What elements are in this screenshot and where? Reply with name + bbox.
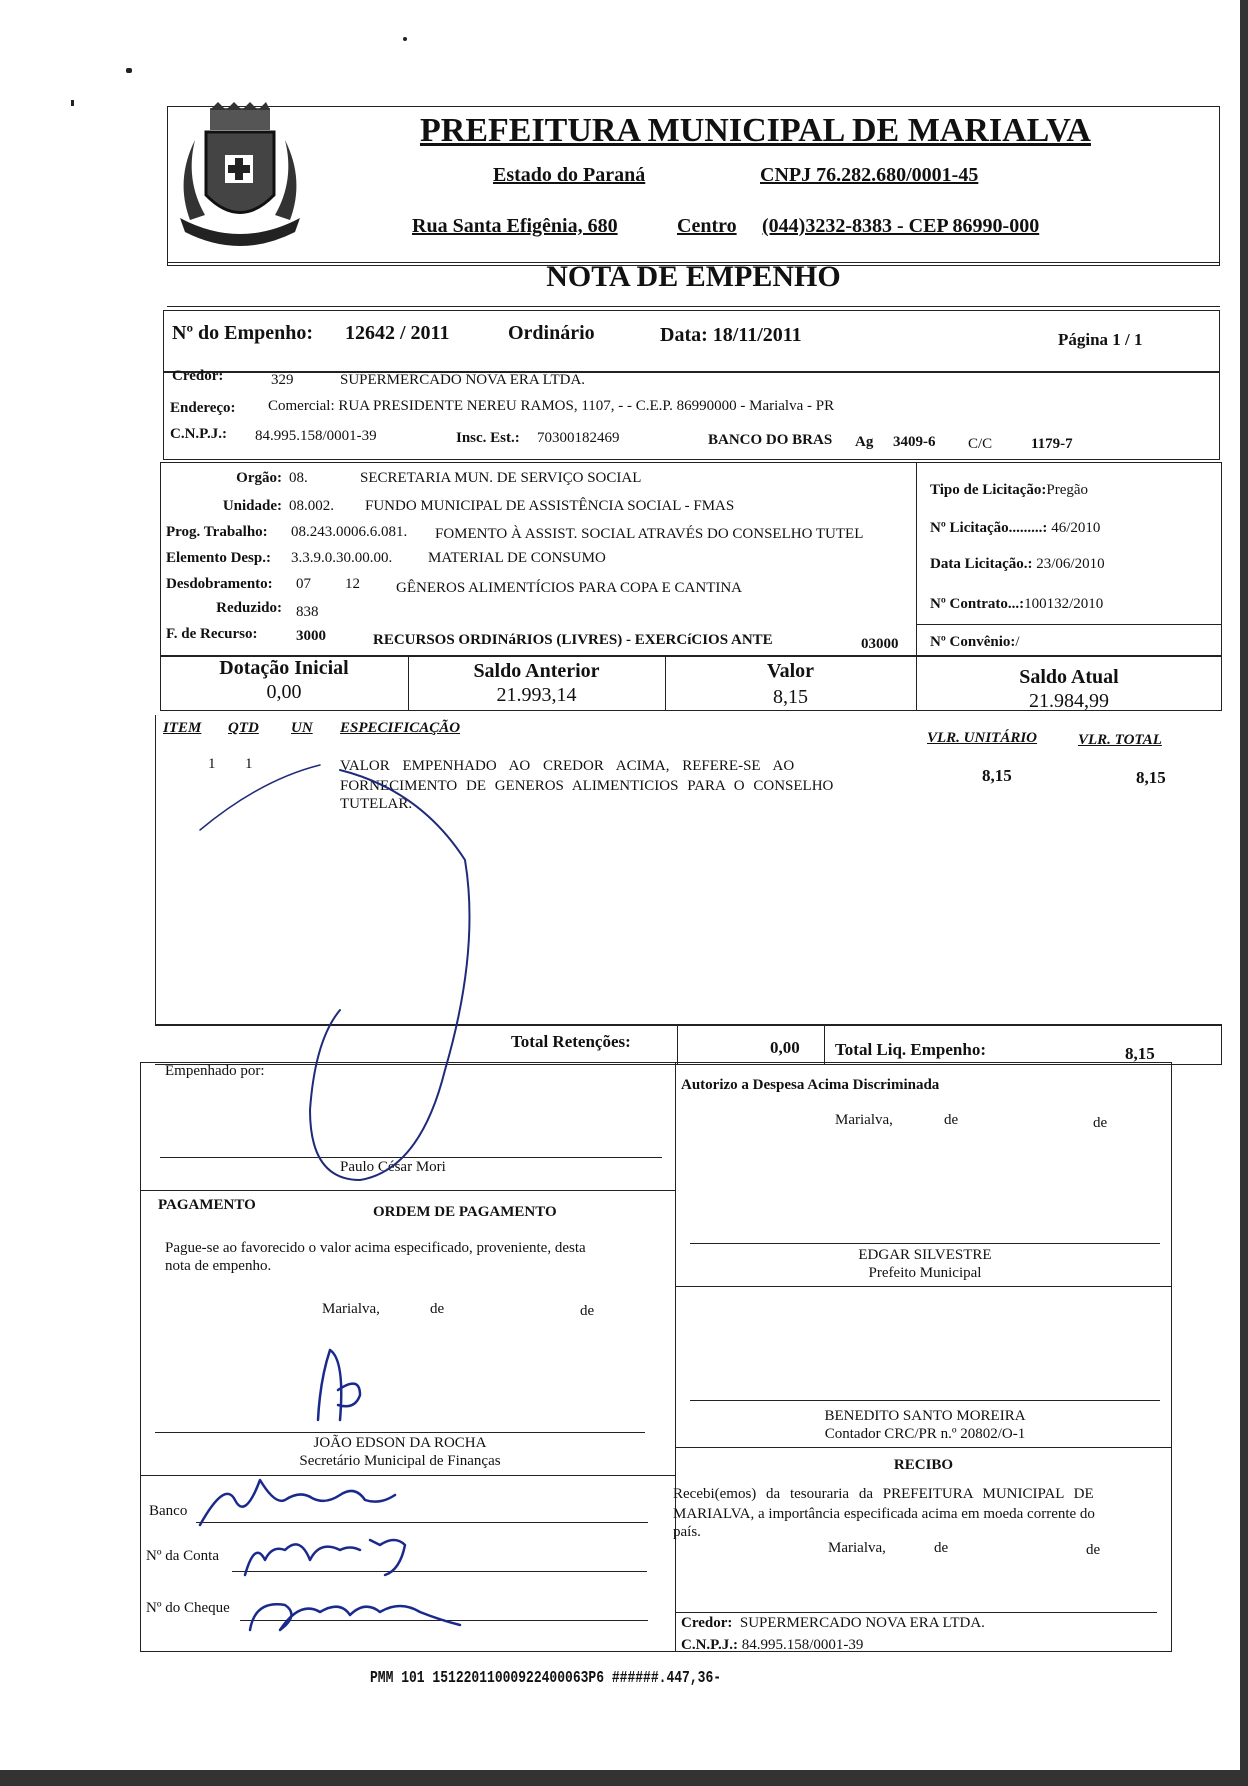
desd-desc: GÊNEROS ALIMENTÍCIOS PARA COPA E CANTINA (396, 580, 743, 596)
header-district: Centro (677, 215, 737, 237)
empenho-page: Página 1 / 1 (1058, 330, 1143, 349)
pagamento-de-2: de (580, 1303, 595, 1319)
fonte-code2: 03000 (861, 636, 899, 652)
scan-speck (403, 37, 407, 41)
licitacao-num-label: Nº Licitação.........: 46/2010 (930, 520, 1101, 536)
pagamento-place: Marialva, (322, 1301, 380, 1317)
recibo-title: RECIBO (893, 1457, 954, 1473)
item-total-value: 8,15 (1136, 768, 1166, 787)
credor-address-label: Endereço: (170, 400, 236, 416)
credor-name: SUPERMERCADO NOVA ERA LTDA. (340, 372, 586, 388)
empenho-number-label: Nº do Empenho: (172, 322, 314, 344)
fonte-desc: RECURSOS ORDINáRIOS (LIVRES) - EXERCíCIOS ANTE (373, 632, 773, 648)
orgao-label: Orgão: (236, 470, 282, 486)
prog-code: 08.243.0006.6.081. (291, 524, 408, 540)
credor-insc: 70300182469 (537, 430, 620, 446)
unidade-desc: FUNDO MUNICIPAL DE ASSISTÊNCIA SOCIAL - FMAS (365, 498, 735, 514)
unidade-code: 08.002. (289, 498, 334, 514)
credor-label: Credor: (172, 368, 224, 384)
recibo-cnpj: C.N.P.J.: 84.995.158/0001-39 (681, 1637, 864, 1653)
conta-label: Nº da Conta (146, 1548, 219, 1564)
recibo-de-1: de (934, 1540, 949, 1556)
header-title: PREFEITURA MUNICIPAL DE MARIALVA (420, 112, 1091, 149)
prog-desc: FOMENTO À ASSIST. SOCIAL ATRAVÉS DO CONSELHO TUTEL (435, 526, 864, 542)
autorizo-name: EDGAR SILVESTRE (858, 1247, 992, 1263)
licitacao-convenio-label: Nº Convênio:/ (930, 634, 1020, 650)
recibo-place: Marialva, (828, 1540, 886, 1556)
total-retencoes-label: Total Retenções: (511, 1032, 631, 1051)
item-spec-line-1: VALOR EMPENHADO AO CREDOR ACIMA, REFERE-SE AO (340, 758, 795, 774)
desd-code: 07 (296, 576, 311, 592)
item-spec-line-2: FORNECIMENTO DE GENEROS ALIMENTICIOS PARA O CONSELHO (340, 778, 834, 794)
cheque-label: Nº do Cheque (146, 1600, 230, 1616)
pagamento-text-2: nota de empenho. (165, 1258, 272, 1274)
items-header-item: ITEM (163, 720, 202, 736)
recibo-credor: Credor: SUPERMERCADO NOVA ERA LTDA. (681, 1615, 985, 1631)
credor-ag-label: Ag (855, 434, 874, 450)
recibo-text-3: país. (673, 1524, 701, 1540)
reduzido-label: Reduzido: (216, 600, 282, 616)
contador-name: BENEDITO SANTO MOREIRA (824, 1408, 1026, 1424)
elem-code: 3.3.9.0.30.00.00. (291, 550, 393, 566)
total-liq-label: Total Liq. Empenho: (835, 1040, 986, 1059)
saldo-atual-label: Saldo Atual (1019, 666, 1119, 688)
credor-ag: 3409-6 (893, 434, 936, 450)
credor-cnpj: 84.995.158/0001-39 (255, 428, 377, 444)
licitacao-contrato-label: Nº Contrato...:100132/2010 (930, 596, 1104, 612)
header-state: Estado do Paraná (493, 164, 646, 186)
pagamento-role: Secretário Municipal de Finanças (299, 1453, 501, 1469)
fonte-label: F. de Recurso: (166, 626, 258, 642)
valor-label: Valor (766, 660, 815, 682)
item-unit-value: 8,15 (982, 766, 1012, 785)
orgao-desc: SECRETARIA MUN. DE SERVIÇO SOCIAL (360, 470, 642, 486)
credor-address: Comercial: RUA PRESIDENTE NEREU RAMOS, 1107, - - C.E.P. 86990000 - Marialva - PR (268, 398, 835, 414)
doc-title: NOTA DE EMPENHO (546, 260, 841, 293)
empenho-date: Data: 18/11/2011 (660, 324, 802, 346)
total-retencoes-value: 0,00 (770, 1038, 800, 1057)
valor-value: 8,15 (773, 686, 808, 708)
recibo-text-2: MARIALVA, a importância especificada acima em moeda corrente do (673, 1506, 1095, 1522)
pagamento-label: PAGAMENTO (158, 1197, 256, 1213)
autorizo-role: Prefeito Municipal (868, 1265, 982, 1281)
banco-label: Banco (149, 1503, 188, 1519)
autorizo-title: Autorizo a Despesa Acima Discriminada (681, 1077, 940, 1093)
prog-label: Prog. Trabalho: (166, 524, 268, 540)
pagamento-title: ORDEM DE PAGAMENTO (373, 1204, 557, 1220)
items-header-un: UN (291, 720, 313, 736)
items-header-qtd: QTD (228, 720, 259, 736)
saldo-atual-value: 21.984,99 (1029, 690, 1109, 712)
item-qtd: 1 (245, 756, 253, 772)
scan-edge (0, 1770, 1248, 1786)
items-header-spec: ESPECIFICAÇÃO (340, 720, 461, 736)
item-spec-line-3: TUTELAR. (340, 796, 413, 812)
saldo-anterior-label: Saldo Anterior (473, 660, 600, 682)
scan-edge (1240, 0, 1248, 1786)
header-address: Rua Santa Efigênia, 680 (412, 215, 618, 237)
header-phone-cep: (044)3232-8383 - CEP 86990-000 (762, 215, 1040, 237)
item-number: 1 (208, 756, 216, 772)
footer-code: PMM 101 15122011000922400063P6 ######.447,36- (370, 1667, 722, 1688)
unidade-label: Unidade: (222, 498, 282, 514)
recibo-de-2: de (1086, 1542, 1101, 1558)
licitacao-tipo-label: Tipo de Licitação:Pregão (930, 482, 1089, 498)
desd-label: Desdobramento: (166, 576, 273, 592)
pagamento-de-1: de (430, 1301, 445, 1317)
credor-insc-label: Insc. Est.: (456, 430, 520, 446)
header-cnpj: CNPJ 76.282.680/0001-45 (760, 164, 979, 186)
signature-icon (318, 1350, 360, 1420)
desd-sub: 12 (345, 576, 360, 592)
fonte-code: 3000 (296, 628, 326, 644)
scan-speck (126, 68, 132, 73)
licitacao-data-label: Data Licitação.: 23/06/2010 (930, 556, 1105, 572)
credor-cc-label: C/C (968, 436, 993, 452)
autorizo-de-1: de (944, 1112, 959, 1128)
credor-cnpj-label: C.N.P.J.: (170, 426, 227, 442)
dotacao-label: Dotação Inicial (219, 657, 349, 679)
empenho-type: Ordinário (508, 322, 595, 344)
empenho-number: 12642 / 2011 (345, 322, 450, 344)
credor-cc: 1179-7 (1031, 436, 1073, 452)
items-header-vlr-unit: VLR. UNITÁRIO (927, 730, 1038, 746)
empenhado-label: Empenhado por: (165, 1063, 265, 1079)
autorizo-de-2: de (1093, 1115, 1108, 1131)
dotacao-value: 0,00 (266, 681, 302, 703)
autorizo-place: Marialva, (835, 1112, 893, 1128)
credor-code: 329 (271, 372, 294, 388)
recibo-text-1: Recebi(emos) da tesouraria da PREFEITURA MUNICIPAL DE (673, 1486, 1094, 1502)
contador-role: Contador CRC/PR n.º 20802/O-1 (824, 1426, 1026, 1442)
orgao-code: 08. (289, 470, 308, 486)
items-header-vlr-total: VLR. TOTAL (1078, 732, 1162, 748)
total-liq-value: 8,15 (1125, 1044, 1155, 1063)
pagamento-text-1: Pague-se ao favorecido o valor acima especificado, proveniente, desta (165, 1240, 586, 1256)
empenhado-name: Paulo César Mori (340, 1159, 446, 1175)
elem-desc: MATERIAL DE CONSUMO (428, 550, 606, 566)
reduzido-code: 838 (296, 604, 319, 620)
pagamento-name: JOÃO EDSON DA ROCHA (313, 1435, 487, 1451)
elem-label: Elemento Desp.: (166, 550, 271, 566)
scan-speck (71, 100, 74, 106)
credor-bank: BANCO DO BRAS (708, 432, 833, 448)
saldo-anterior-value: 21.993,14 (496, 684, 577, 706)
